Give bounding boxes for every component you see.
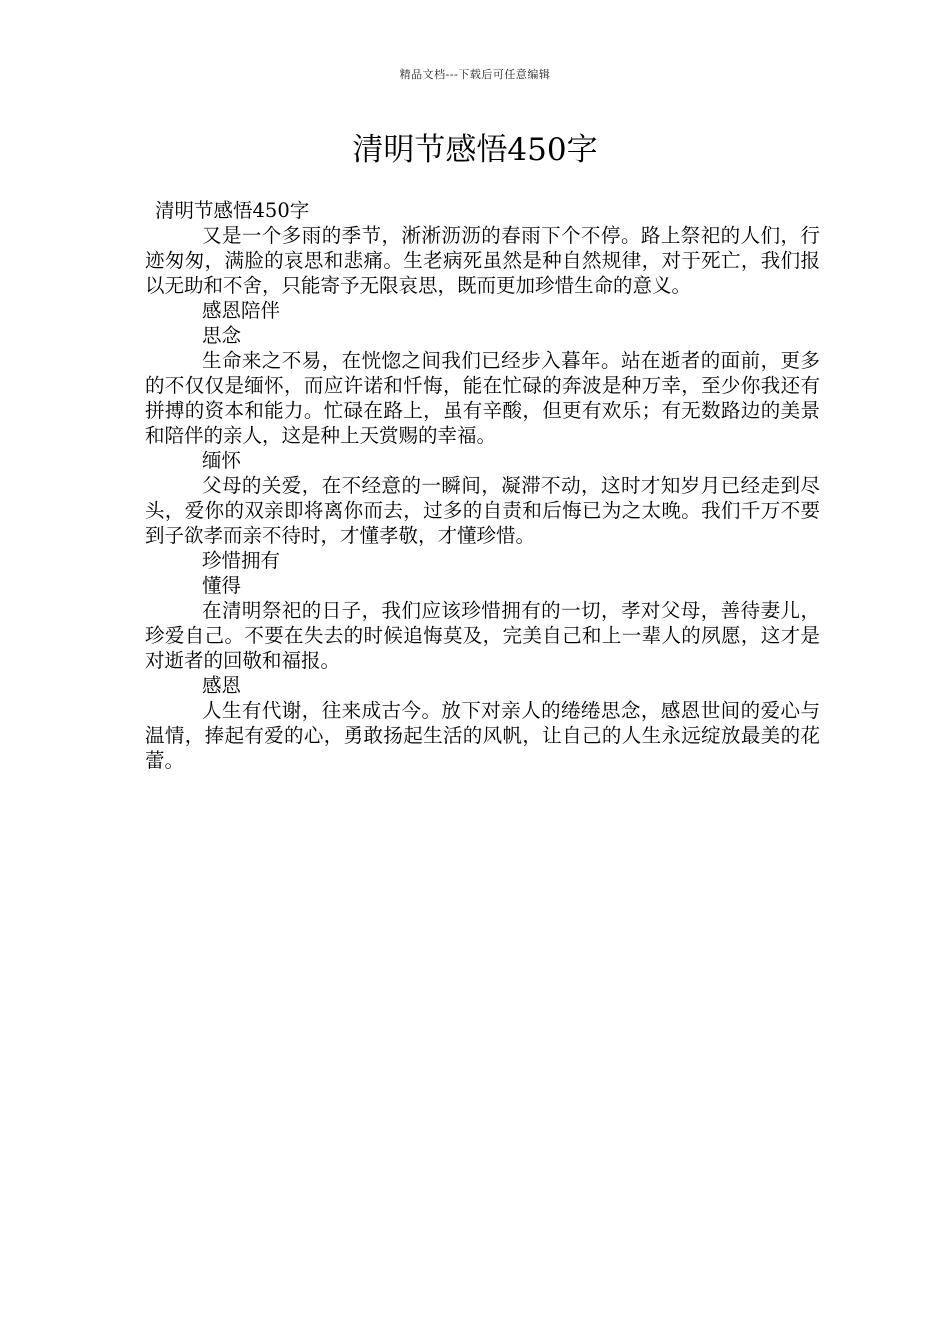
paragraph: 父母的关爱，在不经意的一瞬间，凝滞不动，这时才知岁月已经走到尽头，爱你的双亲即将离你而去，过多的自责和后悔已为之太晚。我们千万不要到子欲孝而亲不待时，才懂孝敬，才懂珍惜。 — [145, 474, 820, 547]
section-heading: 思念 — [202, 324, 242, 347]
document-subtitle: 清明节感悟450字 — [155, 199, 310, 222]
paragraph: 生命来之不易，在恍惚之间我们已经步入暮年。站在逝者的面前，更多的不仅仅是缅怀，而应许诺和忏悔，能在忙碌的奔波是种万幸，至少你我还有拼搏的资本和能力。忙碌在路上，虽有辛酸，但更有欢乐；有无数路边的美景和陪伴的亲人，这是种上天赏赐的幸福。 — [145, 349, 820, 447]
section-heading: 懂得 — [202, 574, 242, 597]
paragraph: 又是一个多雨的季节，淅淅沥沥的春雨下个不停。路上祭祀的人们，行迹匆匆，满脸的哀思和悲痛。生老病死虽然是种自然规律，对于死亡，我们报以无助和不舍，只能寄予无限哀思，既而更加珍惜生命的意义。 — [145, 224, 820, 297]
section-heading: 感恩陪伴 — [202, 299, 281, 322]
section-heading: 珍惜拥有 — [202, 549, 281, 572]
paragraph: 人生有代谢，往来成古今。放下对亲人的绻绻思念，感恩世间的爱心与温情，捧起有爱的心，勇敢扬起生活的风帆，让自己的人生永远绽放最美的花蕾。 — [145, 699, 820, 772]
document-title: 清明节感悟450字 — [352, 132, 598, 168]
document-body — [145, 198, 820, 773]
section-heading: 缅怀 — [202, 449, 242, 472]
page-header-watermark: 精品文档---下载后可任意编辑 — [399, 68, 551, 81]
paragraph: 在清明祭祀的日子，我们应该珍惜拥有的一切，孝对父母，善待妻儿，珍爱自己。不要在失去的时候追悔莫及，完美自己和上一辈人的夙愿，这才是对逝者的回敬和福报。 — [145, 599, 820, 672]
section-heading: 感恩 — [202, 674, 242, 697]
